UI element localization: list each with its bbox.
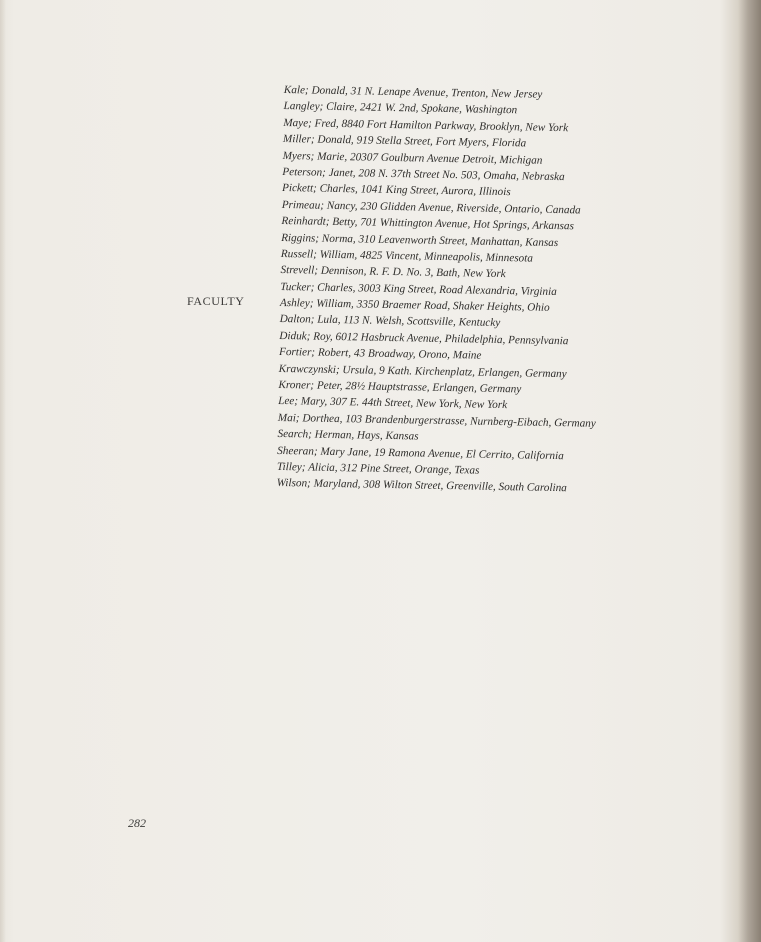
address-entry: Pickett; Charles, 1041 King Street, Aurora, Illinois — [281, 182, 511, 199]
address-entry: Reinhardt; Betty, 701 Whittington Avenue, Hot Springs, Arkansas — [281, 215, 575, 233]
address-entry: Wilson; Maryland, 308 Wilton Street, Greenville, South Carolina — [276, 477, 567, 495]
address-entry: Lee; Mary, 307 E. 44th Street, New York, New York — [278, 395, 508, 412]
address-entry: Myers; Marie, 20307 Goulburn Avenue Detroit, Michigan — [282, 149, 543, 167]
section-label: FACULTY — [187, 294, 245, 308]
page-edge-shadow — [0, 0, 6, 942]
address-entry: Dalton; Lula, 113 N. Welsh, Scottsville, Kentucky — [279, 313, 501, 330]
address-entry: Strevell; Dennison, R. F. D. No. 3, Bath, New York — [280, 264, 506, 281]
address-entry: Tilley; Alicia, 312 Pine Street, Orange, Texas — [276, 460, 480, 477]
address-entry: Ashley; William, 3350 Braemer Road, Shaker Heights, Ohio — [279, 297, 550, 314]
address-entry: Mai; Dorthea, 103 Brandenburgerstrasse, Nurnberg-Eibach, Germany — [277, 411, 596, 430]
address-entry: Russell; William, 4825 Vincent, Minneapolis, Minnesota — [280, 247, 534, 265]
address-entry: Krawczynski; Ursula, 9 Kath. Kirchenplatz, Erlangen, Germany — [278, 362, 567, 380]
address-entry: Peterson; Janet, 208 N. 37th Street No. 503, Omaha, Nebraska — [282, 165, 565, 184]
address-entry: Langley; Claire, 2421 W. 2nd, Spokane, Washington — [283, 100, 518, 117]
address-entry: Kale; Donald, 31 N. Lenape Avenue, Trenton, New Jersey — [283, 83, 543, 101]
address-entry: Kroner; Peter, 28½ Hauptstrasse, Erlangen, Germany — [278, 378, 522, 396]
address-entry: Tucker; Charles, 3003 King Street, Road Alexandria, Virginia — [280, 280, 557, 298]
address-entry: Riggins; Norma, 310 Leavenworth Street, Manhattan, Kansas — [281, 231, 559, 249]
address-entry: Sheeran; Mary Jane, 19 Ramona Avenue, El Cerrito, California — [277, 444, 564, 462]
address-entry: Primeau; Nancy, 230 Glidden Avenue, Riverside, Ontario, Canada — [281, 198, 581, 217]
address-entry: Diduk; Roy, 6012 Hasbruck Avenue, Philadelphia, Pennsylvania — [279, 329, 569, 348]
address-entry: Search; Herman, Hays, Kansas — [277, 428, 419, 443]
address-entry: Maye; Fred, 8840 Fort Hamilton Parkway, Brooklyn, New York — [283, 116, 569, 134]
address-list — [276, 82, 601, 498]
address-entry: Fortier; Robert, 43 Broadway, Orono, Maine — [278, 346, 482, 362]
address-entry: Miller; Donald, 919 Stella Street, Fort Myers, Florida — [282, 133, 527, 150]
page-number: 282 — [128, 816, 146, 830]
